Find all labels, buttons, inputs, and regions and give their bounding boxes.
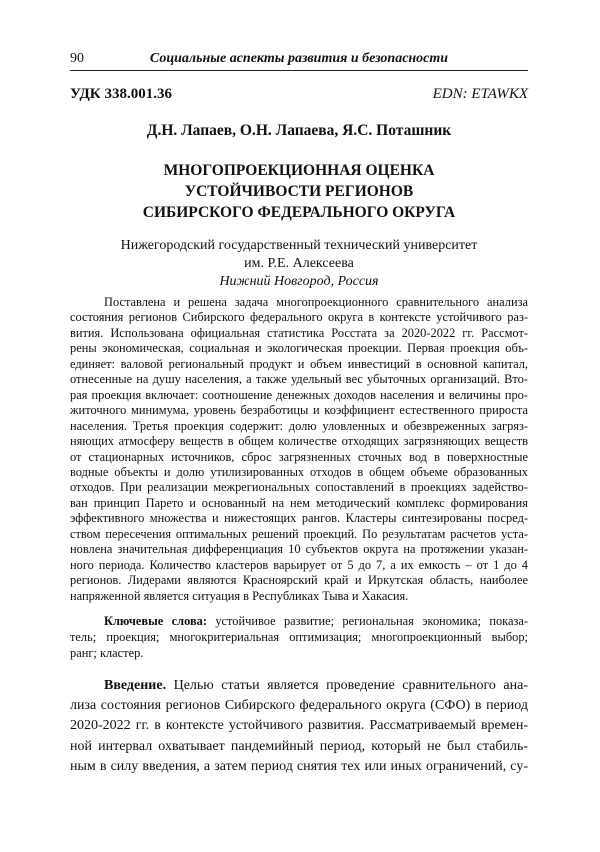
abstract-line: житочного минимума, уровень безработицы и коэффициент естественного прироста — [70, 403, 528, 418]
abstract-line: ван принцип Парето и основанный на нем методический комплекс формирования — [70, 495, 528, 510]
abstract-line: от стационарных источников, сброс загрязненных сточных вод в поверхностные — [70, 449, 528, 464]
intro-line: ным в силу введения, а затем период снятия тех или иных ограничений, су- — [70, 758, 528, 774]
authors: Д.Н. Лапаев, О.Н. Лапаева, Я.С. Поташник — [146, 122, 452, 139]
university-name-cont: им. Р.Е. Алексеева — [244, 256, 354, 271]
affiliation — [70, 237, 528, 291]
intro-text: Целью статьи является проведение сравнительного ана- — [173, 678, 528, 693]
title-line: УСТОЙЧИВОСТИ РЕГИОНОВ — [184, 183, 414, 200]
abstract-line: Поставлена и решена задача многопроекционного сравнительного анализа — [104, 295, 528, 309]
intro-line: ной интервал охватывает пандемийный период, который не был стабиль- — [70, 738, 528, 754]
keywords-line: тель; проекция; многокритериальная оптимизация; многопроекционный выбор; — [70, 629, 528, 644]
abstract-line: няющих атмосферу веществ в общем количестве отходящих загрязняющих веществ — [70, 434, 528, 449]
abstract-line: водные объекты и долю утилизированных отходов в общем объеме образованных — [70, 464, 528, 479]
abstract-line: напряженной является ситуация в Республиках Тыва и Хакасия. — [70, 588, 409, 603]
abstract-line: ного периода. Количество кластеров варьирует от 5 до 7, а их емкость – от 1 до 4 — [70, 557, 528, 572]
intro-line: лиза состояния регионов Сибирского федерального округа (СФО) в период — [70, 698, 528, 714]
keywords-line: ранг; кластер. — [70, 645, 144, 660]
university-name: Нижегородский государственный технический университет — [120, 238, 478, 253]
introduction-label: Введение. — [104, 678, 167, 693]
intro-line — [70, 676, 528, 696]
udc-code: УДК 338.001.36 — [70, 86, 172, 102]
introduction — [70, 676, 528, 777]
header-rule — [70, 70, 528, 71]
keywords — [70, 614, 528, 661]
intro-line: 2020-2022 гг. в контексте устойчивого развития. Рассматриваемый времен- — [70, 718, 528, 734]
city: Нижний Новгород, Россия — [219, 274, 379, 289]
page-number: 90 — [70, 51, 84, 66]
abstract — [70, 295, 528, 604]
abstract-line: единяет: валовой региональный продукт и объем инвестиций в основной капитал, — [70, 356, 528, 371]
abstract-line: отнесенные на душу населения, а также удельный вес убыточных организаций. Вто- — [70, 372, 528, 387]
abstract-line: регионов. Лидерами являются Красноярский край и Иркутская область, наиболее — [70, 573, 528, 588]
abstract-line: рены экономическая, социальная и экологическая проекции. Первая проекция объ- — [70, 341, 528, 356]
keywords-line — [70, 614, 528, 630]
keywords-label: Ключевые слова: — [104, 614, 207, 628]
abstract-line: вития. Использована официальная статистика Росстата за 2020-2022 гг. Рассмот- — [70, 325, 528, 340]
journal-title: Социальные аспекты развития и безопасности — [149, 51, 449, 66]
title-line: СИБИРСКОГО ФЕДЕРАЛЬНОГО ОКРУГА — [142, 204, 456, 221]
abstract-line: эффективного множества и нижестоящих рангов. Кластеры синтезированы посред- — [70, 511, 528, 526]
abstract-line: новлена значительная дифференциация 10 субъектов округа на протяжении указан- — [70, 542, 528, 557]
title-line: МНОГОПРОЕКЦИОННАЯ ОЦЕНКА — [163, 162, 435, 179]
abstract-line: отходов. При реализации межрегиональных сопоставлений в проекциях задейство- — [70, 480, 528, 495]
abstract-line: состояния регионов Сибирского федерального округа в контексте устойчивого раз- — [70, 310, 528, 325]
keywords-text: устойчивое развитие; региональная экономика; показа- — [215, 614, 529, 628]
article-title — [70, 160, 528, 223]
edn-code: EDN: ETAWKX — [432, 86, 528, 102]
abstract-line: населения. Третья проекция содержит: долю уловленных и обезвреженных загряз- — [70, 418, 528, 433]
abstract-line: рая проекция включает: соотношение денежных доходов населения и величины про- — [70, 387, 528, 402]
abstract-line: ством пересечения оптимальных решений проекций. По результатам расчетов уста- — [70, 526, 528, 541]
